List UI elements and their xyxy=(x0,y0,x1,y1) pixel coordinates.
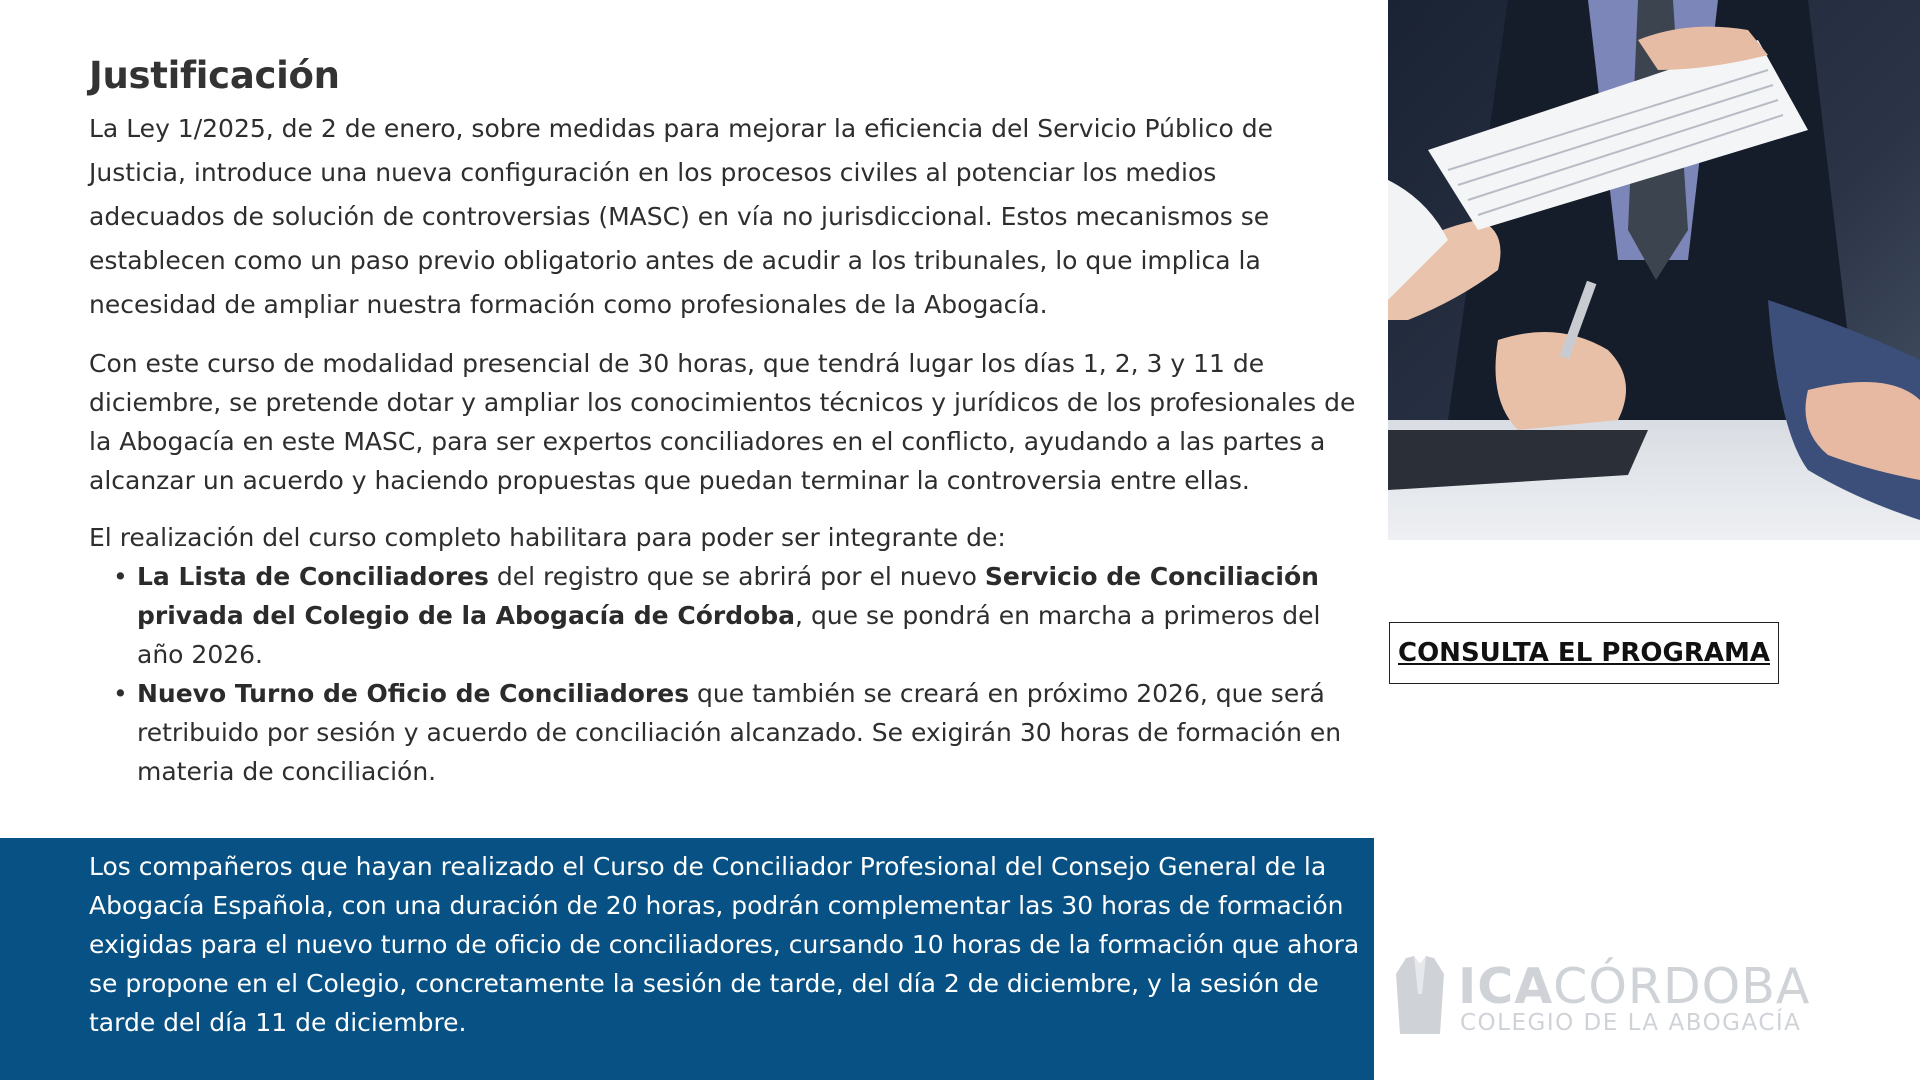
logo-title xyxy=(1458,958,1810,1015)
benefits-list xyxy=(89,557,1359,791)
info-band xyxy=(0,838,1374,1080)
item-text: , que se pondrá en marcha a primeros del año 2026. xyxy=(137,601,1321,669)
handshake-document-photo xyxy=(1388,0,1920,540)
section-title: Justificación xyxy=(89,54,340,97)
bold-text: Nuevo Turno de Oficio de Conciliadores xyxy=(137,679,690,708)
logo-ica: ICA xyxy=(1458,958,1554,1015)
robe-icon xyxy=(1392,954,1448,1040)
bold-text: La Lista de Conciliadores xyxy=(137,562,489,591)
justificacion-section xyxy=(89,54,1359,791)
logo-subtitle: COLEGIO DE LA ABOGACÍA xyxy=(1460,1010,1802,1036)
paragraph-ley: La Ley 1/2025, de 2 de enero, sobre medidas para mejorar la eficiencia del Servicio Público de Justicia, introduce una nueva configuración en los procesos civiles al potenciar los medios adecuados de solución de controversias (MASC) en vía no jurisdiccional. Estos mecanismos se establecen como un paso previo obligatorio antes de acudir a los tribunales, lo que implica la necesidad de ampliar nuestra formación como profesionales de la Abogacía. xyxy=(89,114,1273,319)
logo-city: CÓRDOBA xyxy=(1553,958,1811,1015)
item-text: que también se creará en próximo 2026, que será retribuido por sesión y acuerdo de conciliación alcanzado. Se exigirán 30 horas de formación en materia de conciliación. xyxy=(137,679,1342,786)
paragraph-habilitacion: El realización del curso completo habilitara para poder ser integrante de: xyxy=(89,523,1006,552)
paragraph-curso: Con este curso de modalidad presencial de 30 horas, que tendrá lugar los días 1, 2, 3 y 11 de diciembre, se pretende dotar y ampliar los conocimientos técnicos y jurídicos de los profesionales de la Abogacía en este MASC, para ser expertos conciliadores en el conflicto, ayudando a las partes a alcanzar un acuerdo y haciendo propuestas que puedan terminar la controversia entre ellas. xyxy=(89,349,1356,495)
band-text: Los compañeros que hayan realizado el Curso de Conciliador Profesional del Consejo General de la Abogacía Española, con una duración de 20 horas, podrán complementar las 30 horas de formación exigidas para el nuevo turno de oficio de conciliadores, cursando 10 horas de la formación que ahora se propone en el Colegio, concretamente la sesión de tarde, del día 2 de diciembre, y la sesión de tarde del día 11 de diciembre. xyxy=(89,852,1360,1037)
list-item xyxy=(137,674,1359,791)
item-text: del registro que se abrirá por el nuevo xyxy=(488,562,985,591)
list-item xyxy=(137,557,1359,674)
consulta-programa-button[interactable]: CONSULTA EL PROGRAMA xyxy=(1389,622,1779,684)
bold-text: Servicio de Conciliación privada del Colegio de la Abogacía de Córdoba xyxy=(137,562,1319,630)
ica-cordoba-logo xyxy=(1392,954,1812,1040)
